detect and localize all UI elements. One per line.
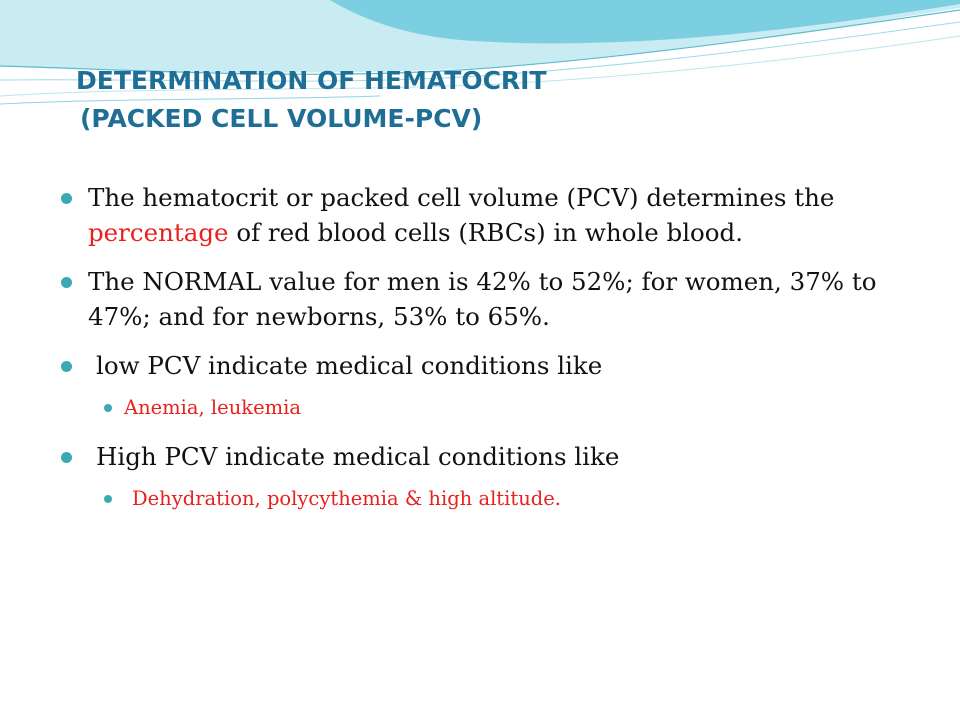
bullet-low-pcv [0,348,960,383]
bullet-hematocrit-definition [0,180,960,250]
bullet-dot-icon [61,361,72,372]
sub-bullet-dot-icon [104,495,112,503]
slide-title-line2: (PACKED CELL VOLUME-PCV) [80,104,483,133]
bullet-dot-icon [61,193,72,204]
sub-bullet-low-pcv-conditions [0,393,960,423]
bullet-normal-values [0,264,960,334]
sub-bullet-dot-icon [104,404,112,412]
bullet-high-pcv [0,439,960,474]
bullet-text: High PCV indicate medical conditions like [96,442,620,471]
bullet-dot-icon [61,277,72,288]
slide-title [0,62,960,138]
bullet-list [0,180,960,530]
bullet-text: low PCV indicate medical conditions like [96,351,603,380]
bullet-dot-icon [61,452,72,463]
bullet-text: of red blood cells (RBCs) in whole blood. [228,218,743,247]
sub-bullet-text: Dehydration, polycythemia & high altitude. [132,487,561,510]
bullet-text: The NORMAL value for men is 42% to 52%; for women, 37% to 47%; and for newborns, 53% to 65%. [88,267,877,331]
slide-title-line1: DETERMINATION OF HEMATOCRIT [76,66,547,95]
sub-bullet-high-pcv-conditions [0,484,960,514]
sub-bullet-text: Anemia, leukemia [124,396,301,419]
highlight-text: percentage [88,218,229,247]
bullet-text: The hematocrit or packed cell volume (PCV) determines the [88,183,835,212]
